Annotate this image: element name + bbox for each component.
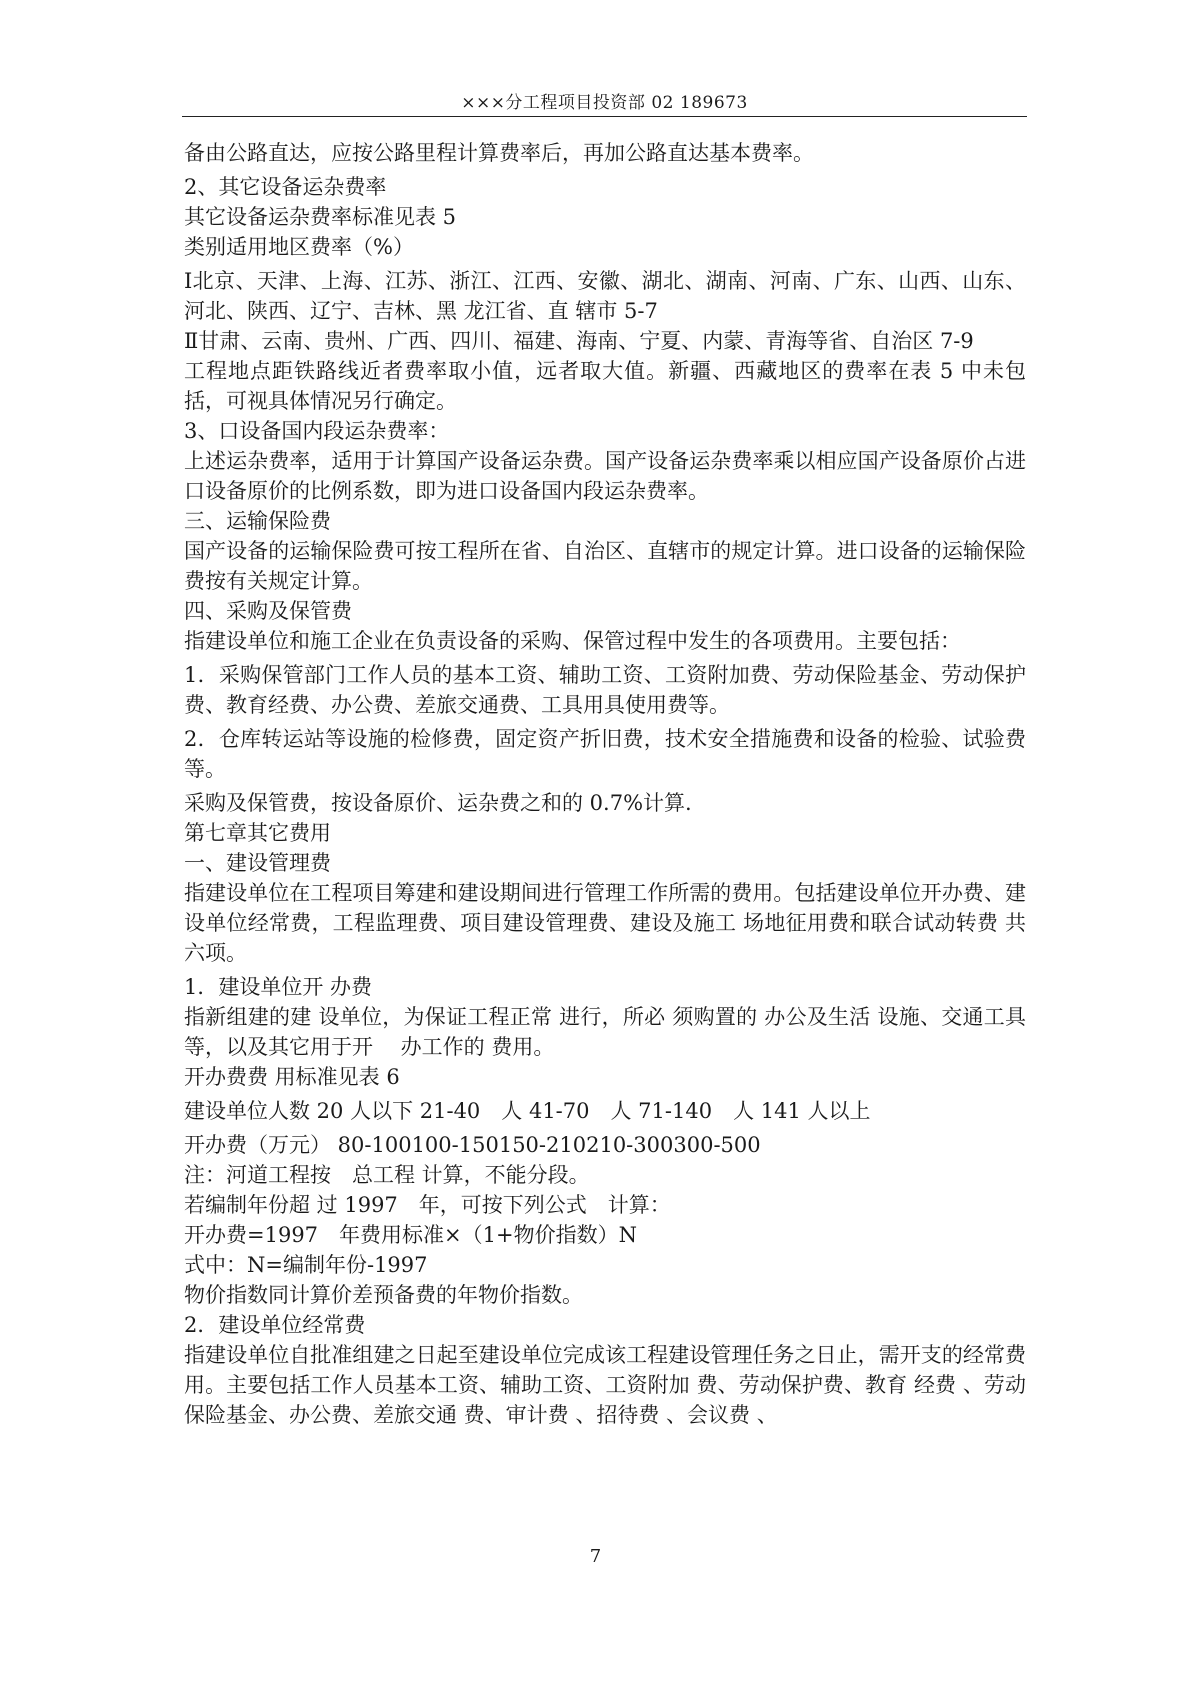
- list-item: 1．采购保管部门工作人员的基本工资、辅助工资、工资附加费、劳动保险基金、劳动保护费、教育经费、办公费、差旅交通费、工具用具使用费等。: [184, 663, 1026, 717]
- header-text: ×××分工程项目投资部 02 189673: [461, 93, 748, 113]
- formula: 开办费=1997 年费用标准×（1+物价指数）N: [184, 1223, 637, 1247]
- section-heading: 一、建设管理费: [184, 851, 331, 875]
- paragraph: 开办费费 用标准见表 6: [184, 1065, 400, 1089]
- note: 注：河道工程按 总工程 计算，不能分段。: [184, 1163, 590, 1187]
- page-header: [182, 86, 1027, 117]
- chapter-heading: 第七章其它费用: [184, 821, 331, 845]
- subsection-heading: 2．建设单位经常费: [184, 1313, 366, 1337]
- list-item: 2．仓库转运站等设施的检修费，固定资产折旧费，技术安全措施费和设备的检验、试验费等。: [184, 727, 1026, 781]
- subsection-heading: 1．建设单位开 办费: [184, 975, 373, 999]
- table-header-row: 建设单位人数 20 人以下 21-40 人 41-70 人 71-140 人 141 人以上: [184, 1099, 871, 1123]
- paragraph: 采购及保管费，按设备原价、运杂费之和的 0.7%计算.: [184, 791, 692, 815]
- paragraph: 其它设备运杂费率标准见表 5: [184, 205, 457, 229]
- section-heading: 3、口设备国内段运杂费率：: [184, 419, 450, 443]
- section-heading: 四、采购及保管费: [184, 599, 352, 623]
- paragraph: 指建设单位在工程项目筹建和建设期间进行管理工作所需的费用。包括建设单位开办费、建设单位经常费，工程监理费、项目建设管理费、建设及施工 场地征用费和联合试动转费 共六项。: [184, 881, 1026, 965]
- paragraph: 指建设单位自批准组建之日起至建设单位完成该工程建设管理任务之日止，需开支的经常费用。主要包括工作人员基本工资、辅助工资、工资附加 费、劳动保护费、教育 经费 、劳动保险基金、办公费、差旅交通 费、审计费 、招待费 、会议费 、: [184, 1343, 1026, 1427]
- table-row: 开办费（万元） 80-100100-150150-210210-300300-500: [184, 1133, 761, 1157]
- page-number: 7: [589, 1546, 602, 1567]
- paragraph: 指建设单位和施工企业在负责设备的采购、保管过程中发生的各项费用。主要包括：: [184, 629, 961, 653]
- paragraph: 国产设备的运输保险费可按工程所在省、自治区、直辖市的规定计算。进口设备的运输保险费按有关规定计算。: [184, 539, 1026, 593]
- section-heading: 三、运输保险费: [184, 509, 331, 533]
- paragraph: 工程地点距铁路线近者费率取小值，远者取大值。新疆、西藏地区的费率在表 5 中未包括，可视具体情况另行确定。: [184, 359, 1026, 413]
- document-body: [184, 138, 1026, 1430]
- paragraph: 物价指数同计算价差预备费的年物价指数。: [184, 1283, 583, 1307]
- table-header-row: 类别适用地区费率（%）: [184, 235, 414, 259]
- paragraph: 若编制年份超 过 1997 年，可按下列公式 计算：: [184, 1193, 671, 1217]
- formula-note: 式中：N=编制年份-1997: [184, 1253, 428, 1277]
- paragraph: 备由公路直达，应按公路里程计算费率后，再加公路直达基本费率。: [184, 141, 814, 165]
- paragraph: 上述运杂费率，适用于计算国产设备运杂费。国产设备运杂费率乘以相应国产设备原价占进口设备原价的比例系数，即为进口设备国内段运杂费率。: [184, 449, 1026, 503]
- paragraph: 指新组建的建 设单位，为保证工程正常 进行，所必 须购置的 办公及生活 设施、交通工具等，以及其它用于开 办工作的 费用。: [184, 1005, 1026, 1059]
- table-row-class-2: Ⅱ甘肃、云南、贵州、广西、四川、福建、海南、宁夏、内蒙、青海等省、自治区 7-9: [184, 329, 974, 353]
- section-heading: 2、其它设备运杂费率: [184, 175, 387, 199]
- table-row-class-1: Ⅰ北京、天津、上海、江苏、浙江、江西、安徽、湖北、湖南、河南、广东、山西、山东、河北、陕西、辽宁、吉林、黑 龙江省、直 辖市 5-7: [184, 269, 1026, 323]
